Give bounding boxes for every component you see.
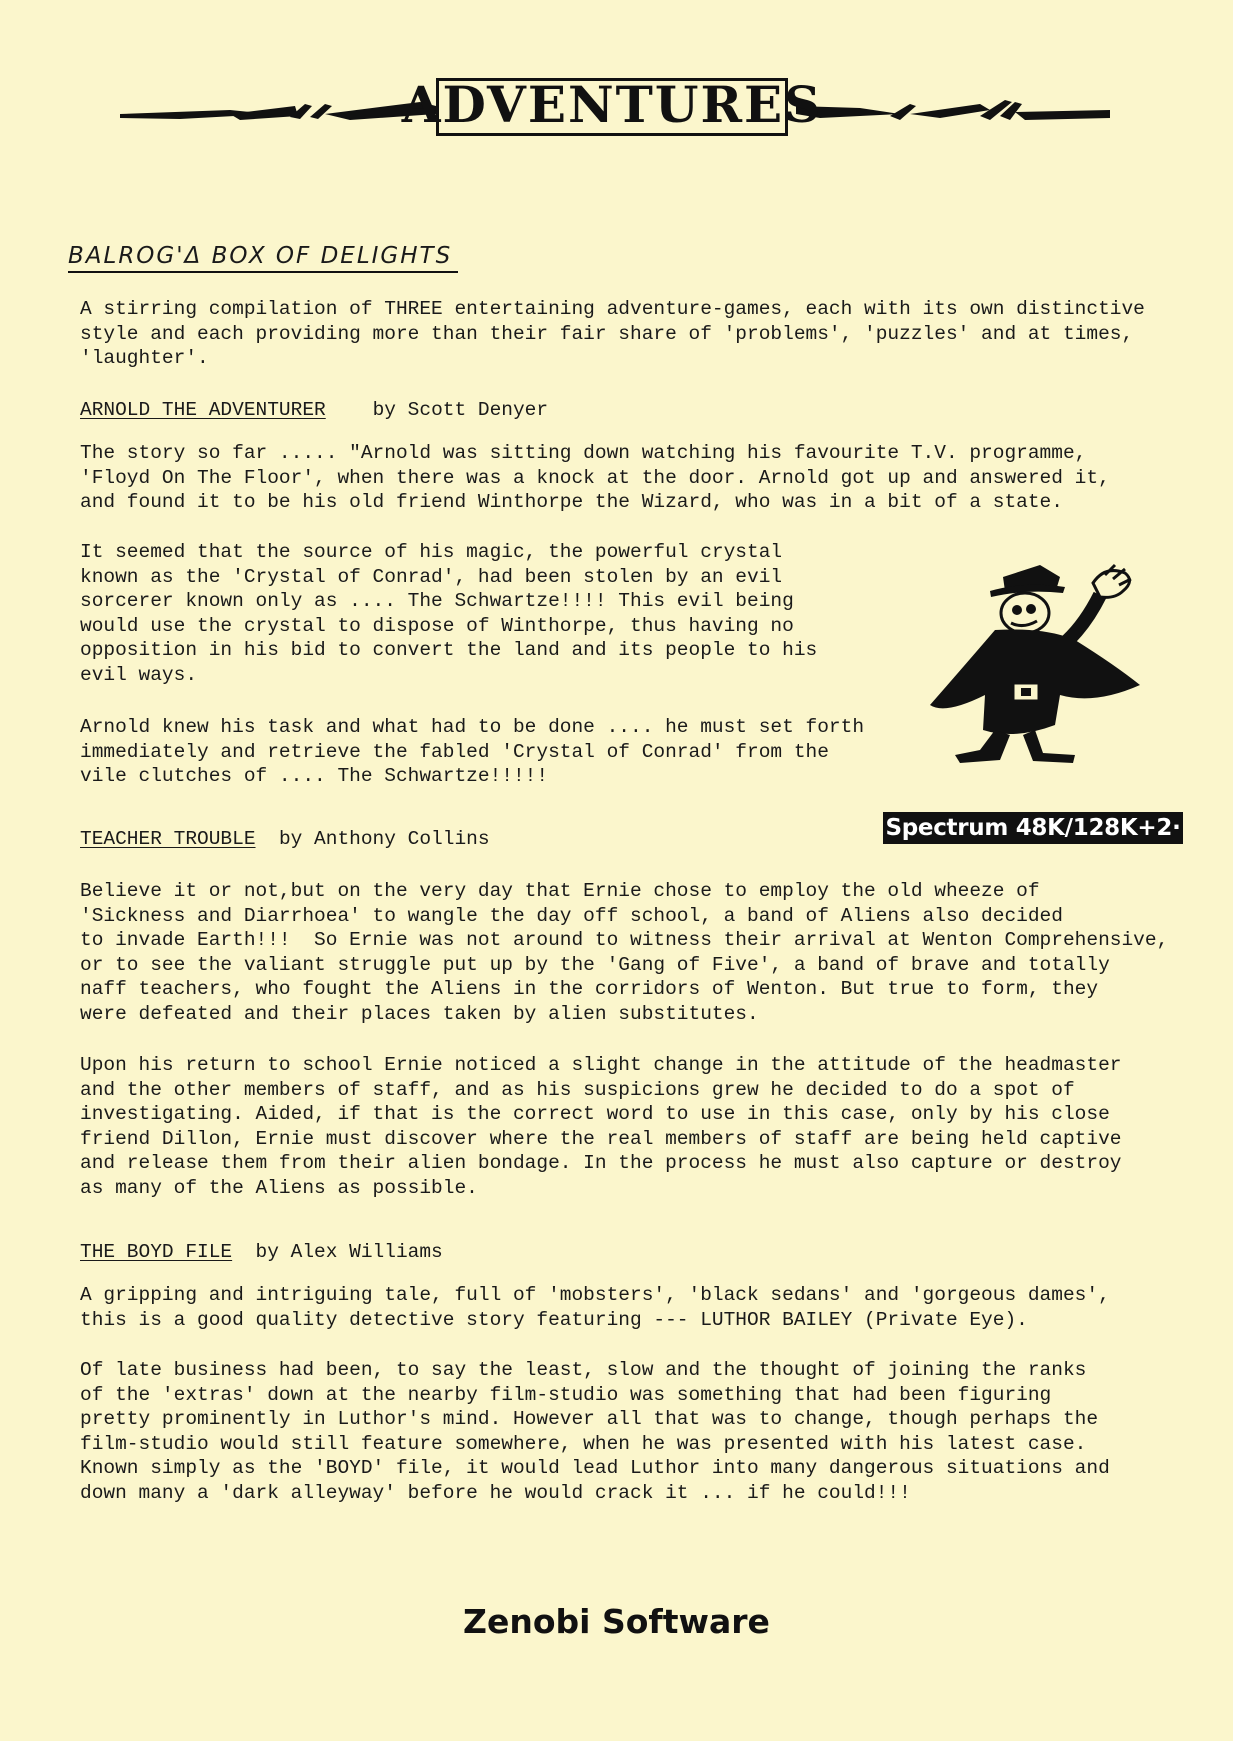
game-heading-teacher — [80, 827, 490, 851]
game-title: TEACHER TROUBLE — [80, 828, 256, 850]
game-heading-arnold — [80, 398, 548, 422]
game-paragraph: Upon his return to school Ernie noticed a slight change in the attitude of the headmaster and the other members of staff, and as his suspicions grew he decided to do a spot of investigating. Aided, if that is the correct word to use in this case, only by his close friend Dillon, Ernie must discover where the real members of staff are being held captive and release them from their alien bondage. In the process he must also capture or destroy as many of the Aliens as possible. — [80, 1054, 1122, 1199]
game-heading-boyd — [80, 1240, 443, 1264]
publisher-footer: Zenobi Software — [463, 1602, 770, 1641]
game-author: by Anthony Collins — [278, 828, 490, 850]
game-paragraph: Arnold knew his task and what had to be done .... he must set forth immediately and retrieve the fabled 'Crystal of Conrad' from the vile clutches of .... The Schwartze!!!!! — [80, 716, 865, 787]
platform-badge: Spectrum 48K/128K+2· — [883, 812, 1183, 844]
page-title: BALROG'Δ BOX OF DELIGHTS — [68, 243, 458, 273]
game-paragraph: A gripping and intriguing tale, full of 'mobsters', 'black sedans' and 'gorgeous dames', this is a good quality detective story featuring --- LUTHOR BAILEY (Private Eye). — [80, 1284, 1110, 1331]
game-paragraph: Of late business had been, to say the least, slow and the thought of joining the ranks of the 'extras' down at the nearby film-studio was something that had been figuring pretty prominently in Luthor's mind. However all that was to change, though perhaps the film-studio would still feature somewhere, when he was presented with his latest case. Known simply as the 'BOYD' file, it would lead Luthor into many dangerous situations and down many a 'dark alleyway' before he would crack it ... if he could!!! — [80, 1359, 1110, 1504]
wizard-illustration-icon — [925, 555, 1150, 765]
masthead-title: ADVENTURES — [401, 75, 823, 134]
masthead-title-box — [401, 75, 823, 136]
game-title: THE BOYD FILE — [80, 1241, 233, 1263]
game-paragraph: It seemed that the source of his magic, the powerful crystal known as the 'Crystal of Conrad', had been stolen by an evil sorcerer known only as .... The Schwartze!!!! This evil being would use the crystal to dispose of Winthorpe, thus having no opposition in his bid to convert the land and its people to his evil ways. — [80, 541, 818, 686]
game-author: by Alex Williams — [255, 1241, 443, 1263]
game-title: ARNOLD THE ADVENTURER — [80, 399, 326, 421]
game-paragraph: Believe it or not,but on the very day that Ernie chose to employ the old wheeze of 'Sickness and Diarrhoea' to wangle the day off school, a band of Aliens also decided to invade Earth!!! So Ernie was not around to witness their arrival at Wenton Comprehensive, or to see the valiant struggle put up by the 'Gang of Five', a band of brave and totally naff teachers, who fought the Aliens in the corridors of Wenton. But true to form, they were defeated and their places taken by alien substitutes. — [80, 880, 1169, 1025]
game-author: by Scott Denyer — [372, 399, 549, 421]
masthead — [120, 70, 1110, 150]
intro-paragraph: A stirring compilation of THREE entertaining adventure-games, each with its own distinctive style and each providing more than their fair share of 'problems', 'puzzles' and at times, 'laughter'. — [80, 298, 1145, 369]
game-paragraph: The story so far ..... "Arnold was sitting down watching his favourite T.V. programme, 'Floyd On The Floor', when there was a knock at the door. Arnold got up and answered it, and found it to be his old friend Winthorpe the Wizard, who was in a bit of a state. — [80, 442, 1110, 513]
